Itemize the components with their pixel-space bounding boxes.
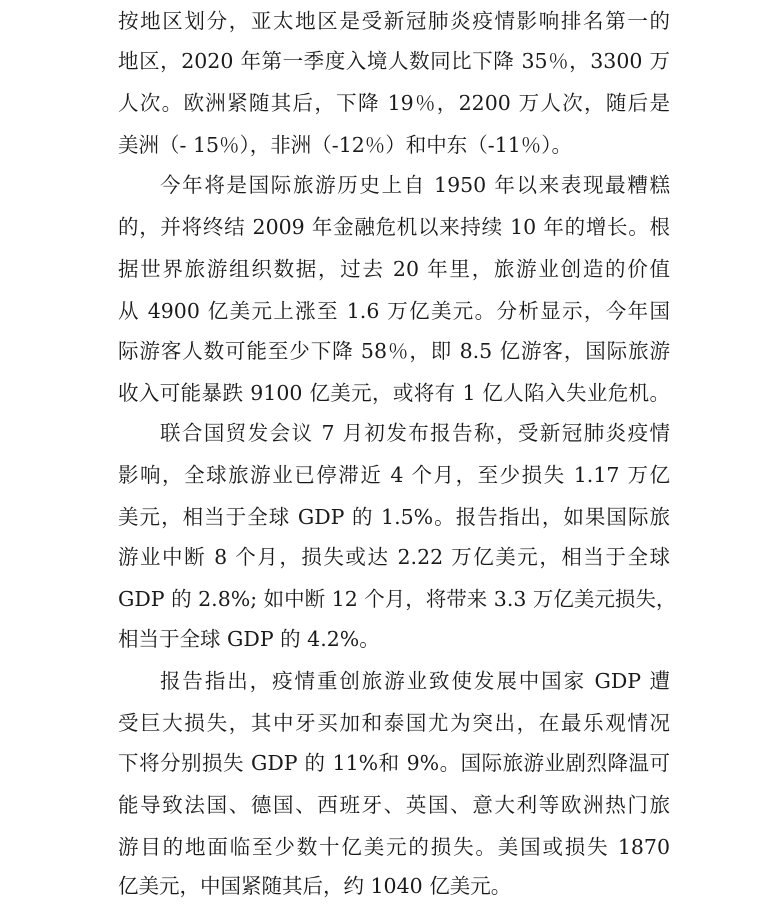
paragraph-line: 地区，2020 年第一季度入境人数同比下降 35％，3300 万 bbox=[118, 49, 670, 73]
paragraph-line: 收入可能暴跌 9100 亿美元，或将有 1 亿人陷入失业危机。 bbox=[118, 381, 670, 405]
paragraph-line: 美洲（- 15％），非洲（-12％）和中东（-11％）。 bbox=[118, 133, 573, 157]
paragraph-line: GDP 的 2.8%; 如中断 12 个月，将带来 3.3 万亿美元损失， bbox=[118, 587, 677, 611]
paragraph-line: 人次。欧洲紧随其后，下降 19％，2200 万人次，随后是 bbox=[118, 91, 670, 115]
paragraph-line: 今年将是国际旅游历史上自 1950 年以来表现最糟糕 bbox=[160, 173, 670, 197]
paragraph-line: 按地区划分，亚太地区是受新冠肺炎疫情影响排名第一的 bbox=[118, 9, 670, 33]
paragraph-line: 际游客人数可能至少下降 58％，即 8.5 亿游客，国际旅游 bbox=[118, 339, 670, 363]
paragraph-line: 联合国贸发会议 7 月初发布报告称，受新冠肺炎疫情 bbox=[160, 421, 670, 445]
paragraph-line: 美元，相当于全球 GDP 的 1.5%。报告指出，如果国际旅 bbox=[118, 505, 670, 529]
paragraph-line: 游业中断 8 个月，损失或达 2.22 万亿美元，相当于全球 bbox=[118, 545, 670, 569]
paragraph-line: 亿美元，中国紧随其后，约 1040 亿美元。 bbox=[118, 874, 512, 898]
paragraph-line: 游目的地面临至少数十亿美元的损失。美国或损失 1870 bbox=[118, 835, 670, 859]
paragraph-line: 从 4900 亿美元上涨至 1.6 万亿美元。分析显示，今年国 bbox=[118, 299, 670, 323]
paragraph-line: 报告指出，疫情重创旅游业致使发展中国家 GDP 遭 bbox=[160, 669, 670, 693]
paragraph-line: 能导致法国、德国、西班牙、英国、意大利等欧洲热门旅 bbox=[118, 793, 670, 817]
paragraph-line: 据世界旅游组织数据，过去 20 年里，旅游业创造的价值 bbox=[118, 257, 670, 281]
paragraph-line: 影响，全球旅游业已停滞近 4 个月，至少损失 1.17 万亿 bbox=[118, 463, 670, 487]
paragraph-line: 的，并将终结 2009 年金融危机以来持续 10 年的增长。根 bbox=[118, 215, 670, 239]
paragraph-line: 受巨大损失，其中牙买加和泰国尤为突出，在最乐观情况 bbox=[118, 711, 670, 735]
paragraph-line: 下将分别损失 GDP 的 11%和 9%。国际旅游业剧烈降温可 bbox=[118, 751, 670, 775]
paragraph-line: 相当于全球 GDP 的 4.2%。 bbox=[118, 627, 380, 651]
